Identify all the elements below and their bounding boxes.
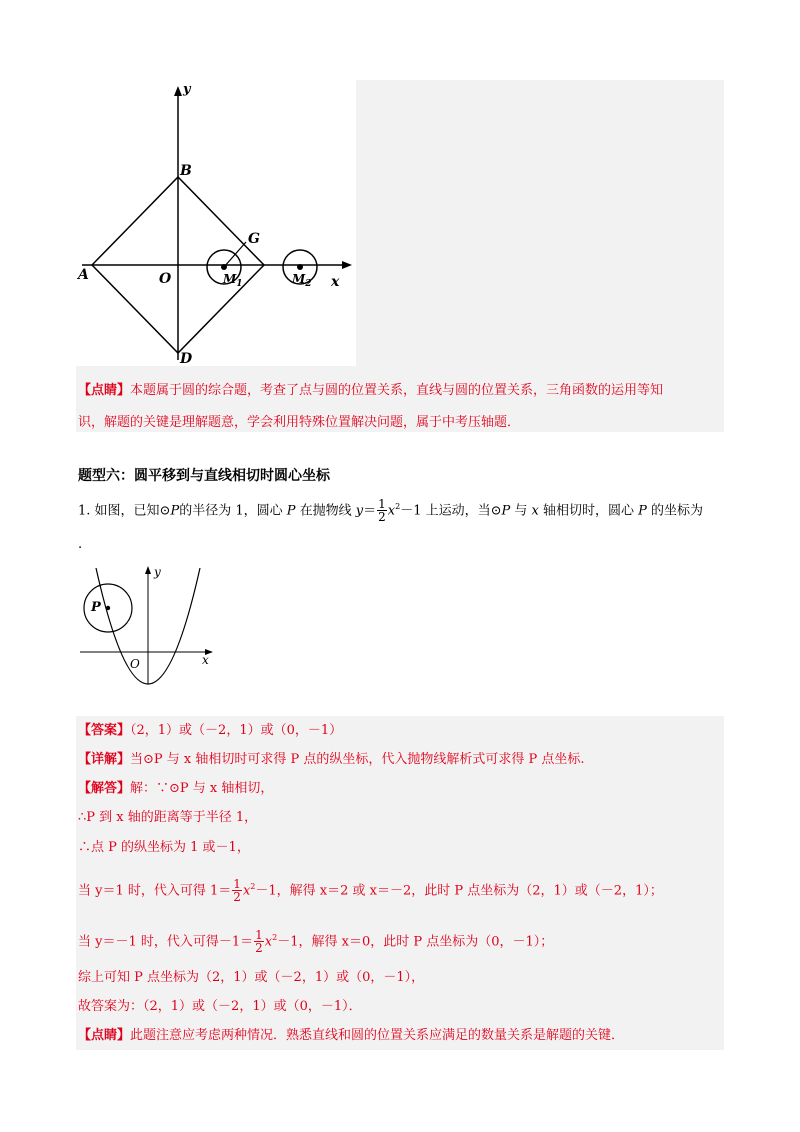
figure-parabola-circle	[76, 556, 226, 686]
fig1-label-M1: $M_1$	[223, 272, 243, 289]
fig2-x-label: x	[202, 653, 209, 667]
fig1-label-O: O	[159, 271, 172, 287]
solution-line4: 当 y＝1 时，代入可得 1＝ $\frac{1}{2}$ $x^2-1$，解得 x＝2 或 x＝－2，此时 P 点坐标为（2，1）或（－2，1）；	[78, 877, 663, 905]
fig2-y-label: y	[154, 565, 161, 579]
fig2-label-P: P	[91, 600, 101, 615]
fig1-x-label: x	[331, 274, 340, 290]
detail-line: 【详解】当⊙P 与 x 轴相切时可求得 P 点的纵坐标，代入抛物线解析式可求得 P 点坐标.	[78, 752, 585, 767]
solution-line1: 【解答】解：∵⊙P 与 x 轴相切，	[78, 781, 274, 796]
solution-line5: 当 y＝－1 时，代入可得－1＝ $\frac{1}{2}$ $x^2-1$，解得 x＝0，此时 P 点坐标为（0，－1）；	[78, 928, 554, 956]
fig1-label-B: B	[180, 163, 192, 179]
solution-line6: 综上可知 P 点坐标为（2，1）或（－2，1）或（0，－1），	[78, 970, 425, 985]
figure-rhombus-circles	[76, 80, 356, 366]
remark1-line2: 识，解题的关键是理解题意，学会利用特殊位置解决问题，属于中考压轴题．	[78, 415, 521, 430]
section-title: 题型六：圆平移到与直线相切时圆心坐标	[78, 468, 330, 484]
solution-line3: ∴点 P 的纵坐标为 1 或－1，	[78, 840, 250, 855]
answer-line: 【答案】（2，1）或（－2，1）或（0，－1）	[78, 723, 343, 738]
fig1-label-G: G	[248, 231, 260, 247]
remark1-line1: 【点睛】本题属于圆的综合题，考查了点与圆的位置关系，直线与圆的位置关系，三角函数的运用等知	[78, 383, 664, 398]
remark2-line: 【点睛】此题注意应考虑两种情况．熟悉直线和圆的位置关系应满足的数量关系是解题的关键．	[78, 1028, 625, 1043]
question-text: 1. 如图，已知⊙P的半径为 1，圆心 P 在抛物线 y＝ $\frac{1}{2}$ $x^2-1$ 上运动，当⊙P 与 x 轴相切时，圆心 P 的坐标为	[78, 497, 704, 525]
fig1-label-A: A	[78, 267, 89, 283]
solution-line7: 故答案为：（2，1）或（－2，1）或（0，－1）．	[78, 999, 362, 1014]
question-trailing-dot: .	[78, 537, 83, 552]
fig1-label-D: D	[180, 351, 193, 366]
fig2-label-O: O	[130, 657, 140, 671]
solution-line2: ∴P 到 x 轴的距离等于半径 1，	[78, 810, 258, 825]
fig1-y-label: y	[183, 82, 191, 97]
fig1-label-M2: $M_2$	[292, 272, 312, 289]
